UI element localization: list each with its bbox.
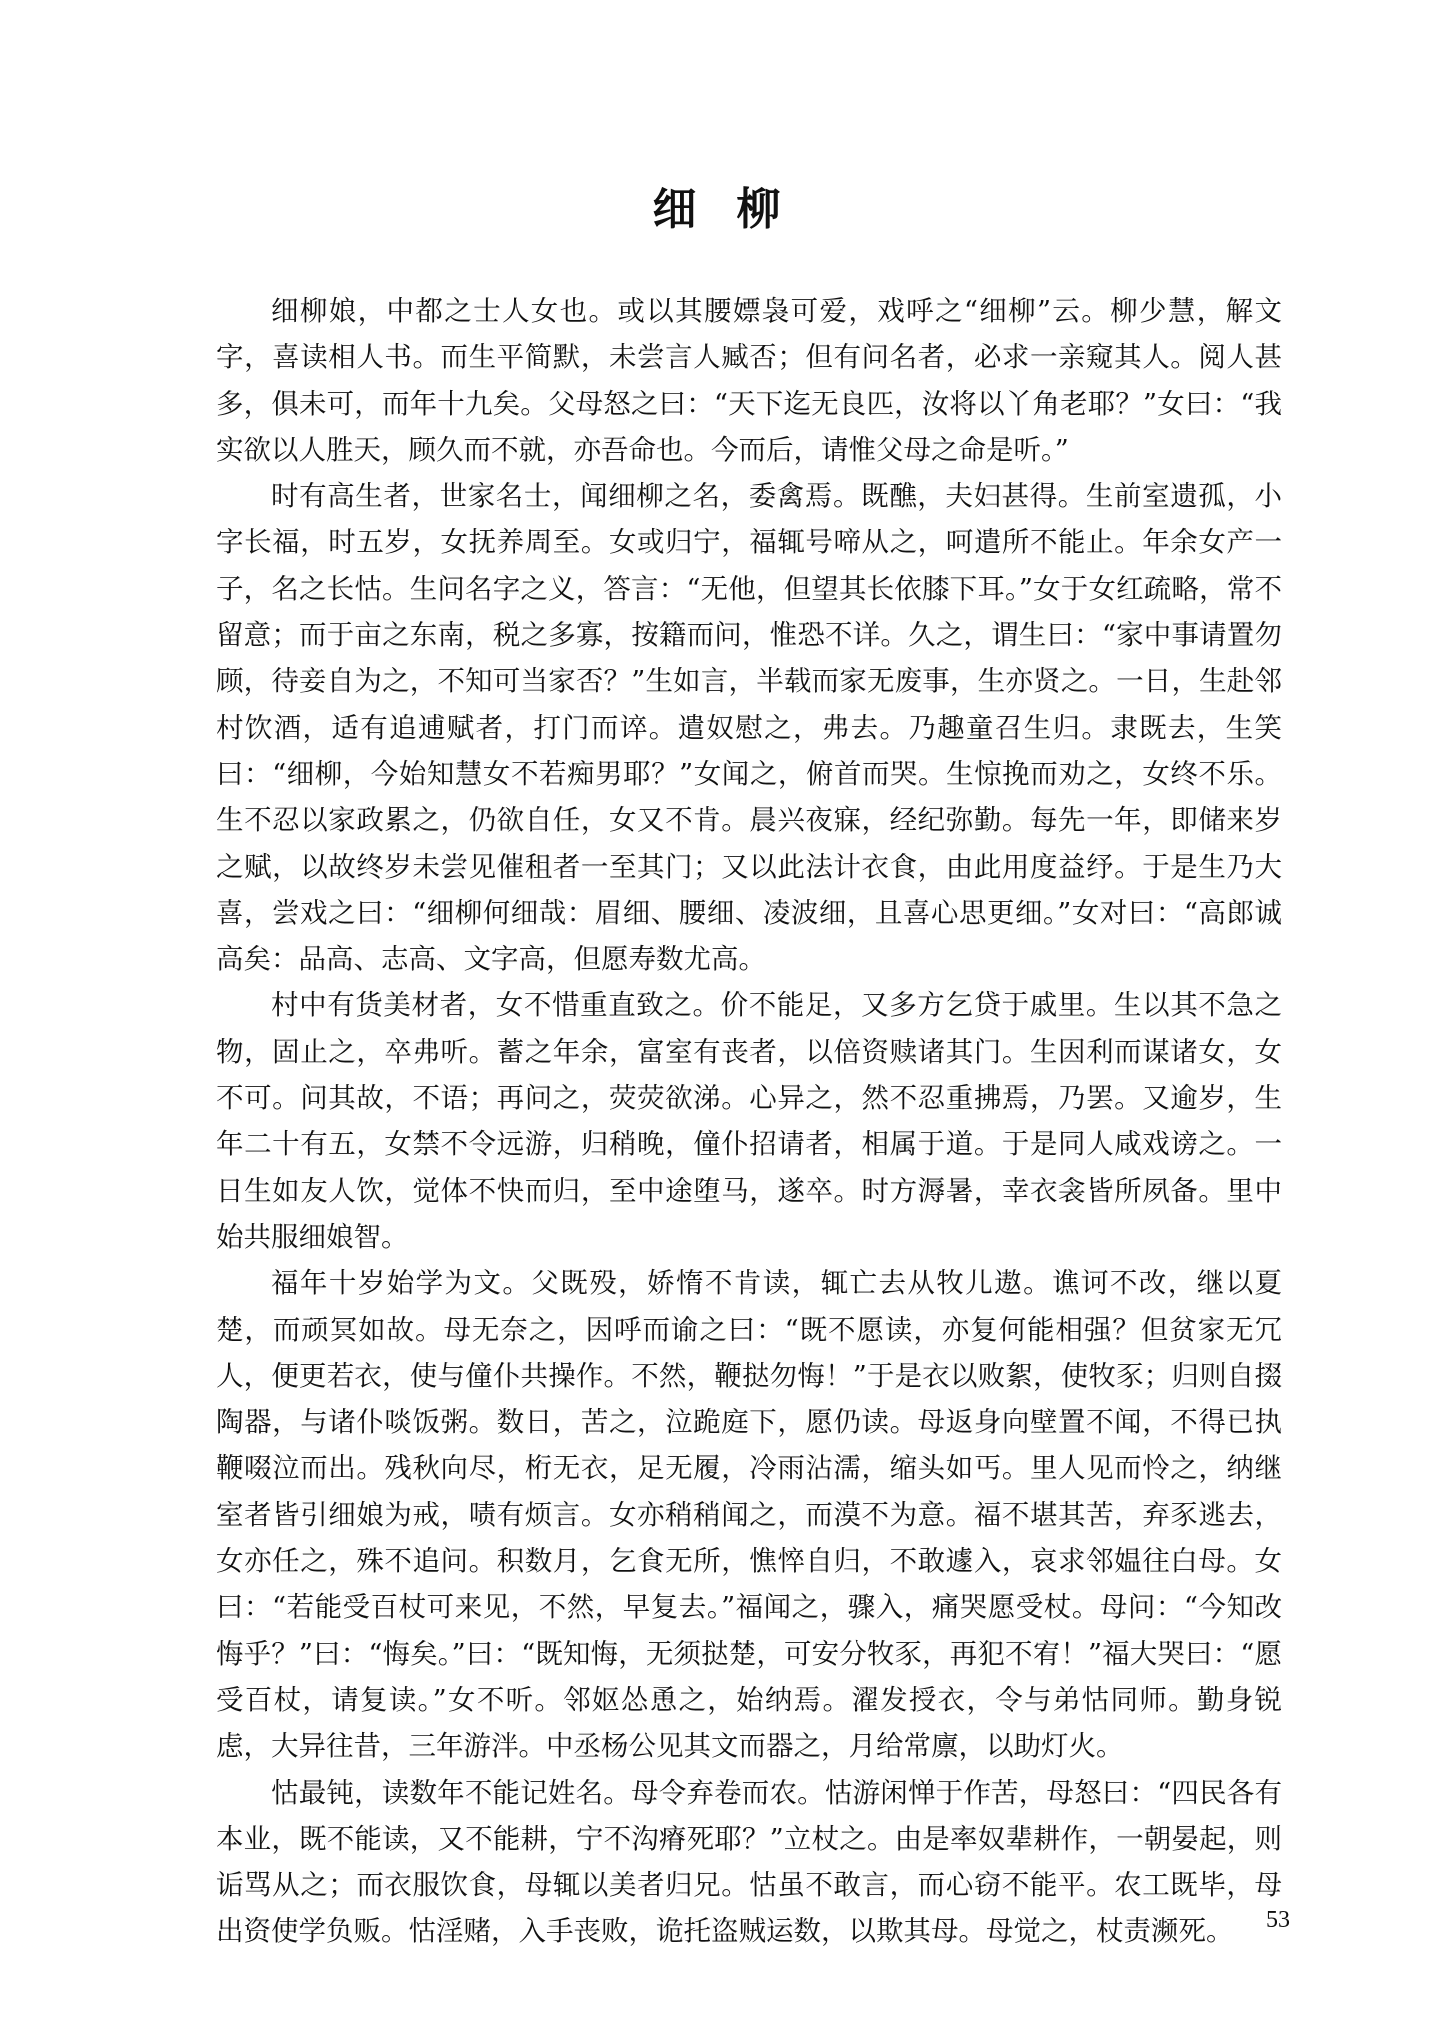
paragraph: 怙最钝，读数年不能记姓名。母令弃卷而农。怙游闲惮于作苦，母怒曰：“四民各有本业，既不能读，又不能耕，宁不沟瘠死耶？”立杖之。由是率奴辈耕作，一朝晏起，则诟骂从之；而衣服饮食，母辄以美者归兄。怙虽不敢言，而心窃不能平。农工既毕，母出资使学负贩。怙淫赌，入手丧败，诡托盗贼运数，以欺其母。母觉之，杖责濒死。 xyxy=(216,1776,1282,1948)
paragraph: 村中有货美材者，女不惜重直致之。价不能足，又多方乞贷于戚里。生以其不急之物，固止之，卒弗听。蓄之年余，富室有丧者，以倍资赎诸其门。生因利而谋诸女，女不可。问其故，不语；再问之，荧荧欲涕。心异之，然不忍重拂焉，乃罢。又逾岁，生年二十有五，女禁不令远游，归稍晚，僮仆招请者，相属于道。于是同人咸戏谤之。一日生如友人饮，觉体不快而归，至中途堕马，遂卒。时方溽暑，幸衣衾皆所夙备。里中始共服细娘智。 xyxy=(216,989,1282,1253)
paragraph: 细柳娘，中都之士人女也。或以其腰嫖袅可爱，戏呼之“细柳”云。柳少慧，解文字，喜读相人书。而生平简默，未尝言人臧否；但有问名者，必求一亲窥其人。阅人甚多，俱未可，而年十九矣。父母怒之曰：“天下迄无良匹，汝将以丫角老耶？”女曰：“我实欲以人胜天，顾久而不就，亦吾命也。今而后，请惟父母之命是听。” xyxy=(216,295,1282,466)
page-title: 细柳 xyxy=(652,184,821,235)
paragraph: 时有高生者，世家名士，闻细柳之名，委禽焉。既醮，夫妇甚得。生前室遗孤，小字长福，时五岁，女抚养周至。女或归宁，福辄号啼从之，呵遣所不能止。年余女产一子，名之长怙。生问名字之义，答言：“无他，但望其长依膝下耳。”女于女红疏略，常不留意；而于亩之东南，税之多寡，按籍而问，惟恐不详。久之，谓生曰：“家中事请置勿顾，待妾自为之，不知可当家否？”生如言，半载而家无废事，生亦贤之。一日，生赴邻村饮酒，适有追逋赋者，打门而谇。遣奴慰之，弗去。乃趣童召生归。隶既去，生笑曰：“细柳，今始知慧女不若痴男耶？”女闻之，俯首而哭。生惊挽而劝之，女终不乐。生不忍以家政累之，仍欲自任，女又不肯。晨兴夜寐，经纪弥勤。每先一年，即储来岁之赋，以故终岁未尝见催租者一至其门；又以此法计衣食，由此用度益纾。于是生乃大喜，尝戏之曰：“细柳何细哉：眉细、腰细、凌波细，且喜心思更细。”女对曰：“高郎诚高矣：品高、志高、文字高，但愿寿数尤高。 xyxy=(216,480,1282,976)
paragraph: 福年十岁始学为文。父既殁，娇惰不肯读，辄亡去从牧儿遨。谯诃不改，继以夏楚，而顽冥如故。母无奈之，因呼而谕之曰：“既不愿读，亦复何能相强？但贫家无冗人，便更若衣，使与僮仆共操作。不然，鞭挞勿悔！”于是衣以败絮，使牧豕；归则自掇陶器，与诸仆啖饭粥。数日，苦之，泣跪庭下，愿仍读。母返身向壁置不闻，不得已执鞭啜泣而出。残秋向尽，桁无衣，足无履，冷雨沾濡，缩头如丐。里人见而怜之，纳继室者皆引细娘为戒，啧有烦言。女亦稍稍闻之，而漠不为意。福不堪其苦，弃豕逃去，女亦任之，殊不追问。积数月，乞食无所，憔悴自归，不敢遽入，哀求邻媪往白母。女曰：“若能受百杖可来见，不然，早复去。”福闻之，骤入，痛哭愿受杖。母问：“今知改悔乎？”曰：“悔矣。”曰：“既知悔，无须挞楚，可安分牧豕，再犯不宥！”福大哭曰：“愿受百杖，请复读。”女不听。邻妪怂恿之，始纳焉。濯发授衣，令与弟怙同师。勤身锐虑，大异往昔，三年游泮。中丞杨公见其文而器之，月给常廪，以助灯火。 xyxy=(216,1267,1282,1763)
body-text xyxy=(216,288,1282,1955)
page-number: 53 xyxy=(1266,1907,1290,1933)
